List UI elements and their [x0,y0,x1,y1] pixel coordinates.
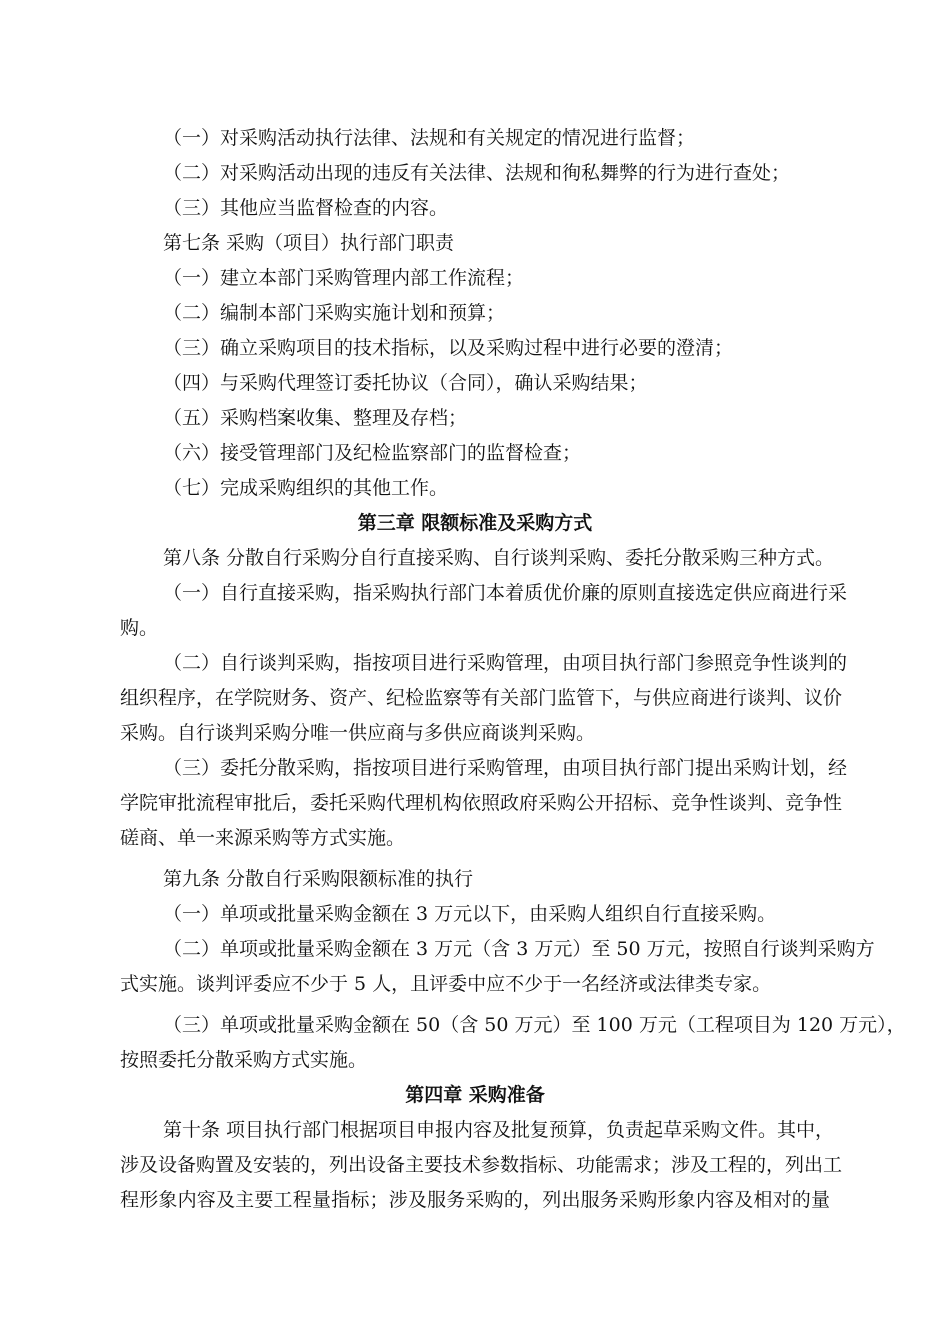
paragraph-line: 程形象内容及主要工程量指标；涉及服务采购的，列出服务采购形象内容及相对的量 [120,1189,830,1211]
paragraph-line: （三）委托分散采购，指按项目进行采购管理，由项目执行部门提出采购计划，经 [163,757,848,779]
article-9-heading: 第九条 分散自行采购限额标准的执行 [163,868,474,890]
chapter-4-title: 第四章 采购准备 [405,1084,545,1106]
paragraph-line: 式实施。谈判评委应不少于 5 人，且评委中应不少于一名经济或法律类专家。 [120,973,772,995]
article-7-heading: 第七条 采购（项目）执行部门职责 [163,232,455,254]
text-line: （四）与采购代理签订委托协议（合同），确认采购结果； [163,372,648,394]
article-8: 第八条 分散自行采购分自行直接采购、自行谈判采购、委托分散采购三种方式。 [163,547,835,569]
text-line: （一）对采购活动执行法律、法规和有关规定的情况进行监督； [163,127,696,149]
paragraph-line: （二）自行谈判采购，指按项目进行采购管理，由项目执行部门参照竞争性谈判的 [163,652,848,674]
text-line: （二）对采购活动出现的违反有关法律、法规和徇私舞弊的行为进行查处； [163,162,791,184]
paragraph-line: （三）单项或批量采购金额在 50（含 50 万元）至 100 万元（工程项目为 120 万元）， [163,1014,906,1036]
text-line: （一）建立本部门采购管理内部工作流程； [163,267,525,289]
paragraph-line: （一）自行直接采购，指采购执行部门本着质优价廉的原则直接选定供应商进行采 [163,582,848,604]
paragraph-line: （一）单项或批量采购金额在 3 万元以下，由采购人组织自行直接采购。 [163,903,777,925]
text-line: （二）编制本部门采购实施计划和预算； [163,302,506,324]
text-line: （三）确立采购项目的技术指标，以及采购过程中进行必要的澄清； [163,337,734,359]
paragraph-line: 购。 [120,617,159,639]
text-line: （三）其他应当监督检查的内容。 [163,197,449,219]
paragraph-line: 按照委托分散采购方式实施。 [120,1049,368,1071]
text-line: （六）接受管理部门及纪检监察部门的监督检查； [163,442,582,464]
text-line: （五）采购档案收集、整理及存档； [163,407,468,429]
paragraph-line: （二）单项或批量采购金额在 3 万元（含 3 万元）至 50 万元，按照自行谈判采购方 [163,938,875,960]
paragraph-line: 磋商、单一来源采购等方式实施。 [120,827,406,849]
chapter-3-title: 第三章 限额标准及采购方式 [357,512,593,534]
paragraph-line: 第十条 项目执行部门根据项目申报内容及批复预算，负责起草采购文件。其中， [163,1119,835,1141]
paragraph-line: 学院审批流程审批后，委托采购代理机构依照政府采购公开招标、竞争性谈判、竞争性 [120,792,843,814]
paragraph-line: 组织程序，在学院财务、资产、纪检监察等有关部门监管下，与供应商进行谈判、议价 [120,687,843,709]
paragraph-line: 涉及设备购置及安装的，列出设备主要技术参数指标、功能需求；涉及工程的，列出工 [120,1154,843,1176]
paragraph-line: 采购。自行谈判采购分唯一供应商与多供应商谈判采购。 [120,722,596,744]
text-line: （七）完成采购组织的其他工作。 [163,477,449,499]
